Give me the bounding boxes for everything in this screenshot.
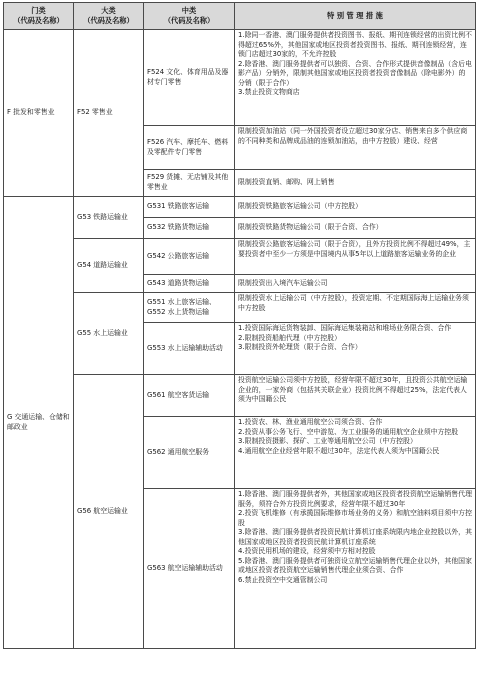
header-dalei: 大类 （代码及名称） bbox=[74, 3, 144, 30]
header-menlei: 门类 （代码及名称） bbox=[4, 3, 74, 30]
cell-zhonglei-g551: G551 水上旅客运输、G552 水上货物运输 bbox=[144, 293, 235, 323]
cell-menlei-f: F 批发和零售业 bbox=[4, 30, 74, 197]
table-header-row bbox=[4, 3, 476, 30]
cell-zhonglei-g543: G543 道路货物运输 bbox=[144, 275, 235, 293]
cell-zhonglei-g563: G563 航空运输辅助活动 bbox=[144, 489, 235, 649]
cell-measures-g563 bbox=[235, 489, 476, 649]
measure-line: 2.除香港、澳门服务提供者可以独资、合资、合作形式提供音像制品（含后电影产品）分销外，限制其他国家或地区投资者投资音像制品（除电影外）的分销（限于合作） bbox=[238, 59, 472, 87]
measure-line: 限制投资直销、邮购、网上销售 bbox=[238, 178, 335, 187]
measure-line: 5.除香港、澳门服务提供者可独资设立航空运输销售代理企业以外，其他国家或地区投资者投资航空运输销售代理企业须合资、合作 bbox=[238, 556, 472, 575]
table-row bbox=[4, 293, 476, 323]
header-zhonglei: 中类 （代码及名称） bbox=[144, 3, 235, 30]
measure-line: 4.通用航空企业经营年限不超过30年，法定代表人须为中国籍公民 bbox=[238, 446, 440, 455]
cell-measures-f524 bbox=[235, 30, 476, 126]
cell-zhonglei-g532: G532 铁路货物运输 bbox=[144, 218, 235, 239]
measure-line: 投资航空运输公司须中方控股，经营年限不超过30年，且投资公共航空运输企业的，一家外商（包括其关联企业）投资比例不得超过25%，法定代表人须为中国籍公民 bbox=[238, 376, 468, 404]
cell-menlei-g: G 交通运输、仓储和邮政业 bbox=[4, 197, 74, 649]
measure-line: 3.除香港、澳门服务提供者投资民航计算机订座系统限内地企业控股以外，其他国家或地区投资者投资民航计算机订座系统 bbox=[238, 528, 472, 546]
measure-line: 限制投资水上运输公司（中方控股），投资定期、不定期国际海上运输业务须中方控股 bbox=[238, 294, 469, 312]
special-measures-table bbox=[3, 2, 476, 649]
table-row bbox=[4, 375, 476, 417]
measure-line: 限制投资铁路旅客运输公司（中方控股） bbox=[238, 202, 363, 211]
cell-zhonglei-f524: F524 文化、体育用品及器材专门零售 bbox=[144, 30, 235, 126]
measure-line: 2.投资飞机维修（有承揽国际维修市场业务的义务）和航空油料项目须中方控股 bbox=[238, 509, 472, 527]
measure-line: 1.投资农、林、渔业通用航空公司须合资、合作 bbox=[238, 418, 383, 426]
cell-measures-g553 bbox=[235, 323, 476, 375]
cell-measures-f529 bbox=[235, 170, 476, 197]
measure-line: 限制投资铁路货物运输公司（限于合资、合作） bbox=[238, 223, 383, 232]
cell-dalei-g56: G56 航空运输业 bbox=[74, 375, 144, 649]
measure-line: 4.投资民用机场的建设，经营须中方相对控股 bbox=[238, 547, 376, 556]
cell-zhonglei-g531: G531 铁路旅客运输 bbox=[144, 197, 235, 218]
measure-line: 6.禁止投资空中交通管制公司 bbox=[238, 575, 328, 584]
cell-dalei-g53: G53 铁路运输业 bbox=[74, 197, 144, 239]
cell-zhonglei-g553: G553 水上运输辅助活动 bbox=[144, 323, 235, 375]
measure-line: 3.限制投资摄影、探矿、工业等通用航空公司（中方控股） bbox=[238, 437, 417, 446]
cell-measures-g562 bbox=[235, 417, 476, 489]
cell-measures-g542 bbox=[235, 239, 476, 275]
cell-measures-g532 bbox=[235, 218, 476, 239]
cell-dalei-g55: G55 水上运输业 bbox=[74, 293, 144, 375]
cell-zhonglei-g561: G561 航空客货运输 bbox=[144, 375, 235, 417]
cell-measures-g551 bbox=[235, 293, 476, 323]
measure-line: 限制投资加油站（同一外国投资者设立超过30家分店、销售来自多个供应商的不同种类和品牌成品油的连锁加油站，由中方控股）建设、经营 bbox=[238, 127, 468, 145]
measure-line: 1.除同一香港、澳门服务提供者投资图书、报纸、期刊连锁经营的出资比例不得超过65%外，其他国家或地区投资者投资图书、报纸、期刊连锁经营，连锁门店超过30家的，不允许控股 bbox=[238, 31, 472, 59]
measure-line: 1.除香港、澳门服务提供者外，其他国家或地区投资者投资航空运输销售代理服务，须符合外方投资比例要求，经营年限不超过30年 bbox=[238, 490, 472, 508]
cell-measures-f526 bbox=[235, 126, 476, 170]
header-measures: 特 别 管 理 措 施 bbox=[235, 3, 476, 30]
cell-measures-g561 bbox=[235, 375, 476, 417]
measure-line: 3.限制投资外轮理货（限于合资、合作） bbox=[238, 343, 362, 352]
measure-line: 2.限制投资船舶代理（中方控股） bbox=[238, 333, 342, 342]
cell-zhonglei-g562: G562 通用航空服务 bbox=[144, 417, 235, 489]
cell-zhonglei-g542: G542 公路旅客运输 bbox=[144, 239, 235, 275]
table-row bbox=[4, 30, 476, 126]
measure-line: 限制投资公路旅客运输公司（限于合资），且外方投资比例不得超过49%，主要投资者中至少一方须是中国境内从事5年以上道路旅客运输业务的企业 bbox=[238, 240, 471, 258]
cell-zhonglei-f529: F529 货摊、无店铺及其他零售业 bbox=[144, 170, 235, 197]
cell-measures-g543 bbox=[235, 275, 476, 293]
cell-dalei-g54: G54 道路运输业 bbox=[74, 239, 144, 293]
measure-line: 1.投资国际海运货物装卸、国际海运集装箱站和堆场业务限合资、合作 bbox=[238, 324, 452, 332]
measure-line: 2.投资从事公务飞行、空中游览、为工业服务的通用航空企业须中方控股 bbox=[238, 427, 459, 436]
cell-dalei-f52: F52 零售业 bbox=[74, 30, 144, 197]
measure-line: 3.禁止投资文物商店 bbox=[238, 88, 300, 97]
cell-measures-g531 bbox=[235, 197, 476, 218]
cell-zhonglei-f526: F526 汽车、摩托车、燃料及零配件专门零售 bbox=[144, 126, 235, 170]
table-row bbox=[4, 239, 476, 275]
measure-line: 限制投资出入境汽车运输公司 bbox=[238, 278, 328, 287]
table-row bbox=[4, 197, 476, 218]
